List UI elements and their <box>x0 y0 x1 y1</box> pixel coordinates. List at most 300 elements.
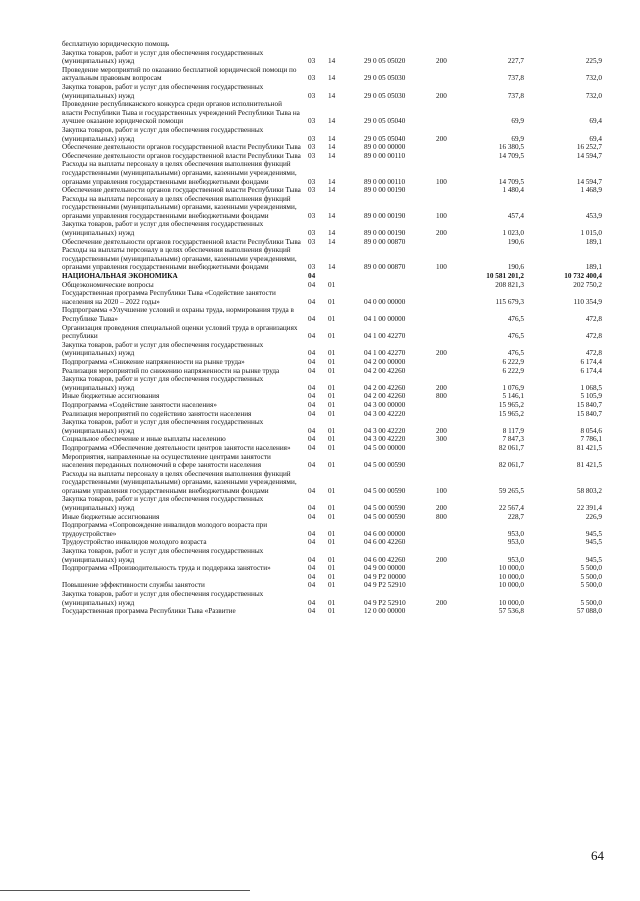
section-code: 04 <box>308 426 316 435</box>
table-row <box>62 306 602 323</box>
target-article-code: 89 0 00 00190 <box>364 211 406 220</box>
target-article-code: 04 9 P2 52910 <box>364 581 406 590</box>
expense-type-code <box>436 272 462 281</box>
expense-type-code <box>436 152 462 161</box>
target-article-code: 04 1 00 42270 <box>364 332 406 341</box>
footer-divider <box>0 890 250 891</box>
subsection-code: 14 <box>328 177 336 186</box>
item-name: Расходы на выплаты персоналу в целях обеспечения выполнения функций государственными (муниципальными) органами, казенными учреждениями, органами управления государственными внебюджетными фондами <box>62 194 297 220</box>
amount-year-2: 81 421,5 <box>576 443 602 452</box>
target-article-code: 04 9 P2 00000 <box>364 572 406 581</box>
subsection-code <box>328 272 364 281</box>
table-row <box>62 495 602 512</box>
section-code: 04 <box>308 461 316 470</box>
target-article-code: 89 0 00 00110 <box>364 177 406 186</box>
item-name: Расходы на выплаты персоналу в целях обеспечения выполнения функций государственными (муниципальными) органами, казенными учреждениями, органами управления государственными внебюджетными фондами <box>62 246 297 272</box>
subsection-code: 14 <box>328 151 336 160</box>
item-name: Закупка товаров, работ и услуг для обеспечения государственных (муниципальных) нужд <box>62 495 264 513</box>
item-name: Обеспечение деятельности органов государственной власти Республики Тыва <box>62 237 301 246</box>
section-code: 03 <box>308 177 316 186</box>
table-row <box>62 573 602 582</box>
amount-year-2: 226,9 <box>585 512 602 521</box>
amount-year-1: 476,5 <box>507 332 524 341</box>
table-row <box>62 66 602 83</box>
section-code: 04 <box>308 607 316 616</box>
amount-year-2: 945,5 <box>585 538 602 547</box>
amount-year-1: 190,6 <box>507 237 524 246</box>
amount-year-2: 945,5 <box>585 529 602 538</box>
item-name: Обеспечение деятельности органов государственной власти Республики Тыва <box>62 151 301 160</box>
item-name: Реализация мероприятий по снижению напряженности на рынке труда <box>62 366 280 375</box>
amount-year-1: 190,6 <box>507 263 524 272</box>
subsection-code: 14 <box>328 143 336 152</box>
target-article-code <box>364 272 436 281</box>
subsection-code: 01 <box>328 461 336 470</box>
subsection-code: 14 <box>328 237 336 246</box>
table-body <box>62 40 602 616</box>
item-name: Подпрограмма «Улучшение условий и охраны труда, нормирования труда в Республике Тыва» <box>62 306 294 323</box>
target-article-code: 29 0 05 05030 <box>364 91 406 100</box>
expense-type-code: 100 <box>436 263 447 272</box>
amount-year-1: 6 222,9 <box>502 357 524 366</box>
table-row <box>62 521 602 538</box>
target-article-code: 04 6 00 00000 <box>364 529 406 538</box>
subsection-code: 01 <box>328 315 336 323</box>
subsection-code: 01 <box>328 332 336 341</box>
item-name: Закупка товаров, работ и услуг для обеспечения государственных (муниципальных) нужд <box>62 340 264 358</box>
item-name: Закупка товаров, работ и услуг для обеспечения государственных (муниципальных) нужд <box>62 547 264 564</box>
amount-year-2: 1 468,9 <box>580 186 602 195</box>
table-row <box>62 470 602 496</box>
table-row <box>62 324 602 341</box>
amount-year-1: 22 567,4 <box>498 504 524 513</box>
table-row <box>62 160 602 186</box>
item-name: Государственная программа Республики Тыва «Содействие занятости населения на 2020 – 2022 годы» <box>62 289 276 306</box>
section-code: 04 <box>308 572 316 581</box>
target-article-code: 04 5 00 00590 <box>364 504 406 513</box>
amount-year-2: 732,0 <box>585 91 602 100</box>
expense-type-code <box>436 238 462 247</box>
subsection-code: 01 <box>328 581 336 590</box>
target-article-code: 12 0 00 00000 <box>364 607 406 616</box>
expense-type-code: 200 <box>436 426 447 435</box>
amount-year-2: 945,5 <box>585 555 602 564</box>
section-code: 04 <box>308 392 316 401</box>
section-code: 04 <box>308 272 316 281</box>
table-row <box>62 143 602 152</box>
section-code: 03 <box>308 57 316 66</box>
item-name: Трудоустройство инвалидов молодого возраста <box>62 538 207 547</box>
table-row <box>62 547 602 564</box>
item-name: Социальное обеспечение и иные выплаты населению <box>62 435 226 444</box>
target-article-code: 04 6 00 42260 <box>364 538 406 547</box>
target-article-code <box>364 281 436 290</box>
subsection-code: 14 <box>328 186 336 195</box>
item-name: Реализация мероприятий по содействию занятости населения <box>62 409 252 418</box>
table-row <box>62 281 602 290</box>
subsection-code: 14 <box>328 117 336 126</box>
target-article-code: 89 0 00 00190 <box>364 186 406 195</box>
section-code: 04 <box>308 280 316 289</box>
table-row <box>62 246 602 272</box>
expense-type-code: 200 <box>436 57 447 66</box>
target-article-code: 29 0 05 05040 <box>364 117 406 126</box>
amount-year-1: 82 061,7 <box>498 443 524 452</box>
expense-type-code <box>436 367 462 376</box>
amount-year-1: 14 709,5 <box>498 151 524 160</box>
section-code: 04 <box>308 435 316 444</box>
section-code: 04 <box>308 409 316 418</box>
subsection-code: 01 <box>328 607 336 616</box>
subsection-code: 01 <box>328 504 336 513</box>
amount-year-1: 10 000,0 <box>498 581 524 590</box>
amount-year-1: 227,7 <box>507 57 524 66</box>
item-name: Мероприятия, направленные на осуществление центрами занятости населения переданных полномочий в сфере занятости населения <box>62 452 271 470</box>
expense-type-code: 100 <box>436 177 447 186</box>
expense-type-code <box>436 581 462 590</box>
amount-year-2: 202 750,2 <box>573 280 602 289</box>
amount-year-2: 22 391,4 <box>576 504 602 513</box>
target-article-code: 04 3 00 00000 <box>364 400 406 409</box>
amount-year-2: 16 252,7 <box>576 143 602 152</box>
table-row <box>62 367 602 376</box>
table-row <box>62 581 602 590</box>
target-article-code: 04 2 00 42260 <box>364 366 406 375</box>
amount-year-1: 10 000,0 <box>498 564 524 573</box>
section-code: 03 <box>308 91 316 100</box>
subsection-code: 01 <box>328 443 336 452</box>
section-code: 04 <box>308 512 316 521</box>
table-row <box>62 444 602 453</box>
table-row <box>62 590 602 607</box>
target-article-code: 04 6 00 42260 <box>364 555 406 564</box>
amount-year-1 <box>462 40 528 49</box>
amount-year-1: 115 679,3 <box>495 297 524 306</box>
amount-year-2: 14 594,7 <box>576 151 602 160</box>
expense-type-code <box>436 521 462 538</box>
target-article-code: 04 2 00 00000 <box>364 357 406 366</box>
amount-year-1: 7 847,3 <box>502 435 524 444</box>
subsection-code: 14 <box>328 263 336 272</box>
item-name: Проведение мероприятий по оказанию бесплатной юридической помощи по актуальным правовым вопросам <box>62 65 297 83</box>
amount-year-1: 737,8 <box>507 91 524 100</box>
section-code: 03 <box>308 186 316 195</box>
section-code: 04 <box>308 529 316 538</box>
expense-type-code: 200 <box>436 504 447 513</box>
table-row <box>62 401 602 410</box>
item-name: Закупка товаров, работ и услуг для обеспечения государственных (муниципальных) нужд <box>62 375 264 392</box>
subsection-code: 01 <box>328 435 336 444</box>
table-row <box>62 453 602 470</box>
target-article-code: 89 0 00 00870 <box>364 237 406 246</box>
expense-type-code <box>436 453 462 470</box>
table-row <box>62 40 602 49</box>
expense-type-code <box>436 66 462 83</box>
amount-year-1: 953,0 <box>507 538 524 547</box>
section-code: 03 <box>308 229 316 238</box>
section-code: 04 <box>308 349 316 358</box>
section-code: 03 <box>308 74 316 83</box>
amount-year-2: 69,4 <box>589 134 602 143</box>
expense-type-code <box>436 358 462 367</box>
item-name: НАЦИОНАЛЬНАЯ ЭКОНОМИКА <box>62 272 178 281</box>
target-article-code: 29 0 05 05040 <box>364 134 406 143</box>
amount-year-2: 5 500,0 <box>580 564 602 573</box>
amount-year-2: 189,1 <box>585 263 602 272</box>
amount-year-2: 5 500,0 <box>580 581 602 590</box>
table-row <box>62 126 602 143</box>
table-row <box>62 186 602 195</box>
table-row <box>62 152 602 161</box>
expense-type-code <box>436 564 462 573</box>
expense-type-code: 200 <box>436 349 447 358</box>
item-name: Повышение эффективности службы занятости <box>62 581 205 590</box>
target-article-code: 04 3 00 42220 <box>364 435 406 444</box>
subsection-code: 14 <box>328 91 336 100</box>
amount-year-2: 69,4 <box>589 117 602 126</box>
amount-year-1: 476,5 <box>507 315 524 323</box>
section-code: 04 <box>308 443 316 452</box>
subsection-code: 14 <box>328 229 336 238</box>
section-code: 03 <box>308 211 316 220</box>
amount-year-2: 472,8 <box>585 315 602 323</box>
expense-type-code <box>436 538 462 547</box>
amount-year-1: 6 222,9 <box>502 366 524 375</box>
amount-year-2: 472,8 <box>585 349 602 358</box>
subsection-code: 01 <box>328 486 336 495</box>
target-article-code: 04 5 00 00590 <box>364 461 406 470</box>
section-code: 03 <box>308 117 316 126</box>
target-article-code: 04 5 00 00590 <box>364 486 406 495</box>
expense-type-code <box>436 143 462 152</box>
item-name: бесплатную юридическую помощь <box>62 40 170 48</box>
table-row <box>62 410 602 419</box>
table-row <box>62 83 602 100</box>
table-row <box>62 195 602 221</box>
amount-year-2: 57 088,0 <box>576 607 602 616</box>
item-name: Проведение республиканского конкурса среди органов исполнительной власти Республики Тыва и государственных учреждений Республики Тыва на лучшее оказание юридической помощи <box>62 100 300 126</box>
amount-year-2: 15 840,7 <box>576 409 602 418</box>
expense-type-code: 200 <box>436 383 447 392</box>
item-name: Организация проведения специальной оценки условий труда в организациях республики <box>62 323 298 341</box>
table-row <box>62 607 602 616</box>
amount-year-1: 228,7 <box>507 512 524 521</box>
subsection-code: 14 <box>328 211 336 220</box>
subsection-code: 01 <box>328 555 336 564</box>
subsection-code: 01 <box>328 572 336 581</box>
amount-year-2: 225,9 <box>585 57 602 66</box>
expense-type-code <box>436 573 462 582</box>
amount-year-2: 8 054,6 <box>580 426 602 435</box>
section-code: 04 <box>308 357 316 366</box>
subsection-code: 01 <box>328 564 336 573</box>
subsection-code <box>328 40 364 49</box>
item-name: Закупка товаров, работ и услуг для обеспечения государственных (муниципальных) нужд <box>62 82 264 100</box>
item-name: Иные бюджетные ассигнования <box>62 512 160 521</box>
amount-year-2: 58 803,2 <box>576 486 602 495</box>
amount-year-1: 10 000,0 <box>498 598 524 607</box>
item-name: Закупка товаров, работ и услуг для обеспечения государственных (муниципальных) нужд <box>62 125 264 143</box>
target-article-code: 04 3 00 42220 <box>364 426 406 435</box>
subsection-code: 01 <box>328 512 336 521</box>
table-row <box>62 272 602 281</box>
item-name: Закупка товаров, работ и услуг для обеспечения государственных (муниципальных) нужд <box>62 418 264 435</box>
subsection-code: 01 <box>328 409 336 418</box>
table-row <box>62 564 602 573</box>
section-code: 04 <box>308 297 316 306</box>
section-code: 04 <box>308 400 316 409</box>
section-code: 04 <box>308 486 316 495</box>
item-name: Общеэкономические вопросы <box>62 280 154 289</box>
expense-type-code <box>436 607 462 616</box>
item-name: Закупка товаров, работ и услуг для обеспечения государственных (муниципальных) нужд <box>62 590 264 607</box>
item-name: Государственная программа Республики Тыва «Развитие <box>62 607 236 616</box>
amount-year-2: 5 105,9 <box>580 392 602 401</box>
table-row <box>62 392 602 401</box>
target-article-code: 04 9 00 00000 <box>364 564 406 573</box>
subsection-code: 01 <box>328 383 336 392</box>
table-row <box>62 513 602 522</box>
subsection-code: 01 <box>328 349 336 358</box>
item-name <box>62 573 308 582</box>
expense-type-code: 200 <box>436 229 447 238</box>
amount-year-2: 15 840,7 <box>576 400 602 409</box>
expense-type-code: 800 <box>436 512 447 521</box>
expense-type-code <box>436 324 462 341</box>
target-article-code: 04 5 00 00590 <box>364 512 406 521</box>
subsection-code: 01 <box>328 280 336 289</box>
section-code: 04 <box>308 383 316 392</box>
expense-type-code <box>436 306 462 323</box>
subsection-code: 01 <box>328 366 336 375</box>
expense-type-code <box>436 281 462 290</box>
page-number: 64 <box>591 848 604 863</box>
expense-type-code <box>436 100 462 126</box>
amount-year-2: 7 786,1 <box>580 435 602 444</box>
amount-year-1: 59 265,5 <box>498 486 524 495</box>
amount-year-1: 1 480,4 <box>502 186 524 195</box>
section-code <box>308 40 328 49</box>
subsection-code: 14 <box>328 57 336 66</box>
table-row <box>62 538 602 547</box>
budget-allocation-table <box>62 40 602 616</box>
amount-year-2: 732,0 <box>585 74 602 83</box>
section-code: 04 <box>308 332 316 341</box>
table-row <box>62 418 602 435</box>
subsection-code: 14 <box>328 74 336 83</box>
table-row <box>62 435 602 444</box>
amount-year-1: 953,0 <box>507 555 524 564</box>
amount-year-2: 1 015,0 <box>580 229 602 238</box>
table-row <box>62 49 602 66</box>
item-name: Обеспечение деятельности органов государственной власти Республики Тыва <box>62 186 301 195</box>
expense-type-code <box>436 40 462 49</box>
subsection-code: 01 <box>328 400 336 409</box>
item-name: Расходы на выплаты персоналу в целях обеспечения выполнения функций государственными (муниципальными) органами, казенными учреждениями, органами управления государственными внебюджетными фондами <box>62 160 297 186</box>
target-article-code: 89 0 00 00870 <box>364 263 406 272</box>
section-code: 03 <box>308 143 316 152</box>
amount-year-1: 82 061,7 <box>498 461 524 470</box>
section-code: 04 <box>308 315 316 323</box>
table-row <box>62 375 602 392</box>
expense-type-code <box>436 410 462 419</box>
target-article-code: 89 0 00 00000 <box>364 143 406 152</box>
item-name: Подпрограмма «Содействие занятости населения» <box>62 400 217 409</box>
item-name: Расходы на выплаты персоналу в целях обеспечения выполнения функций государственными (муниципальными) органами, казенными учреждениями, органами управления государственными внебюджетными фондами <box>62 469 297 495</box>
target-article-code <box>364 40 436 49</box>
section-code: 04 <box>308 581 316 590</box>
expense-type-code <box>436 289 462 306</box>
amount-year-1: 57 536,8 <box>498 607 524 616</box>
subsection-code: 01 <box>328 598 336 607</box>
table-row <box>62 358 602 367</box>
item-name: Закупка товаров, работ и услуг для обеспечения государственных (муниципальных) нужд <box>62 48 264 66</box>
target-article-code: 04 2 00 42260 <box>364 383 406 392</box>
subsection-code: 01 <box>328 357 336 366</box>
amount-year-1: 69,9 <box>511 117 524 126</box>
amount-year-2: 472,8 <box>585 332 602 341</box>
section-code: 03 <box>308 151 316 160</box>
amount-year-1: 208 821,3 <box>495 280 524 289</box>
expense-type-code: 200 <box>436 134 447 143</box>
table-row <box>62 100 602 126</box>
table-row <box>62 238 602 247</box>
section-code: 04 <box>308 555 316 564</box>
amount-year-2: 6 174,4 <box>580 366 602 375</box>
expense-type-code: 300 <box>436 435 447 444</box>
section-code: 04 <box>308 598 316 607</box>
target-article-code: 04 3 00 42220 <box>364 409 406 418</box>
amount-year-2: 5 500,0 <box>580 598 602 607</box>
subsection-code: 01 <box>328 426 336 435</box>
target-article-code: 04 1 00 42270 <box>364 349 406 358</box>
expense-type-code: 100 <box>436 211 447 220</box>
amount-year-1: 15 965,2 <box>498 409 524 418</box>
expense-type-code: 100 <box>436 486 447 495</box>
amount-year-1: 1 023,0 <box>502 229 524 238</box>
section-code: 04 <box>308 504 316 513</box>
target-article-code: 04 2 00 42260 <box>364 392 406 401</box>
subsection-code: 01 <box>328 392 336 401</box>
target-article-code: 29 0 05 05020 <box>364 57 406 66</box>
expense-type-code: 200 <box>436 91 447 100</box>
target-article-code: 04 0 00 00000 <box>364 297 406 306</box>
subsection-code: 01 <box>328 297 336 306</box>
amount-year-2: 14 594,7 <box>576 177 602 186</box>
item-name: Подпрограмма «Обеспечение деятельности центров занятости населения» <box>62 443 291 452</box>
item-name: Обеспечение деятельности органов государственной власти Республики Тыва <box>62 143 301 152</box>
expense-type-code: 800 <box>436 392 447 401</box>
target-article-code: 04 1 00 00000 <box>364 315 406 323</box>
amount-year-2: 10 732 400,4 <box>564 272 602 281</box>
amount-year-2: 453,9 <box>585 211 602 220</box>
subsection-code: 01 <box>328 529 336 538</box>
section-code: 04 <box>308 564 316 573</box>
amount-year-1: 10 000,0 <box>498 572 524 581</box>
item-name: Иные бюджетные ассигнования <box>62 392 160 401</box>
subsection-code: 01 <box>328 538 336 547</box>
amount-year-1: 476,5 <box>507 349 524 358</box>
section-code: 04 <box>308 366 316 375</box>
table-row <box>62 341 602 358</box>
expense-type-code: 200 <box>436 555 447 564</box>
table-row <box>62 220 602 237</box>
amount-year-2: 5 500,0 <box>580 572 602 581</box>
section-code: 04 <box>308 538 316 547</box>
amount-year-2: 81 421,5 <box>576 461 602 470</box>
section-code: 03 <box>308 237 316 246</box>
amount-year-1: 5 146,1 <box>502 392 524 401</box>
